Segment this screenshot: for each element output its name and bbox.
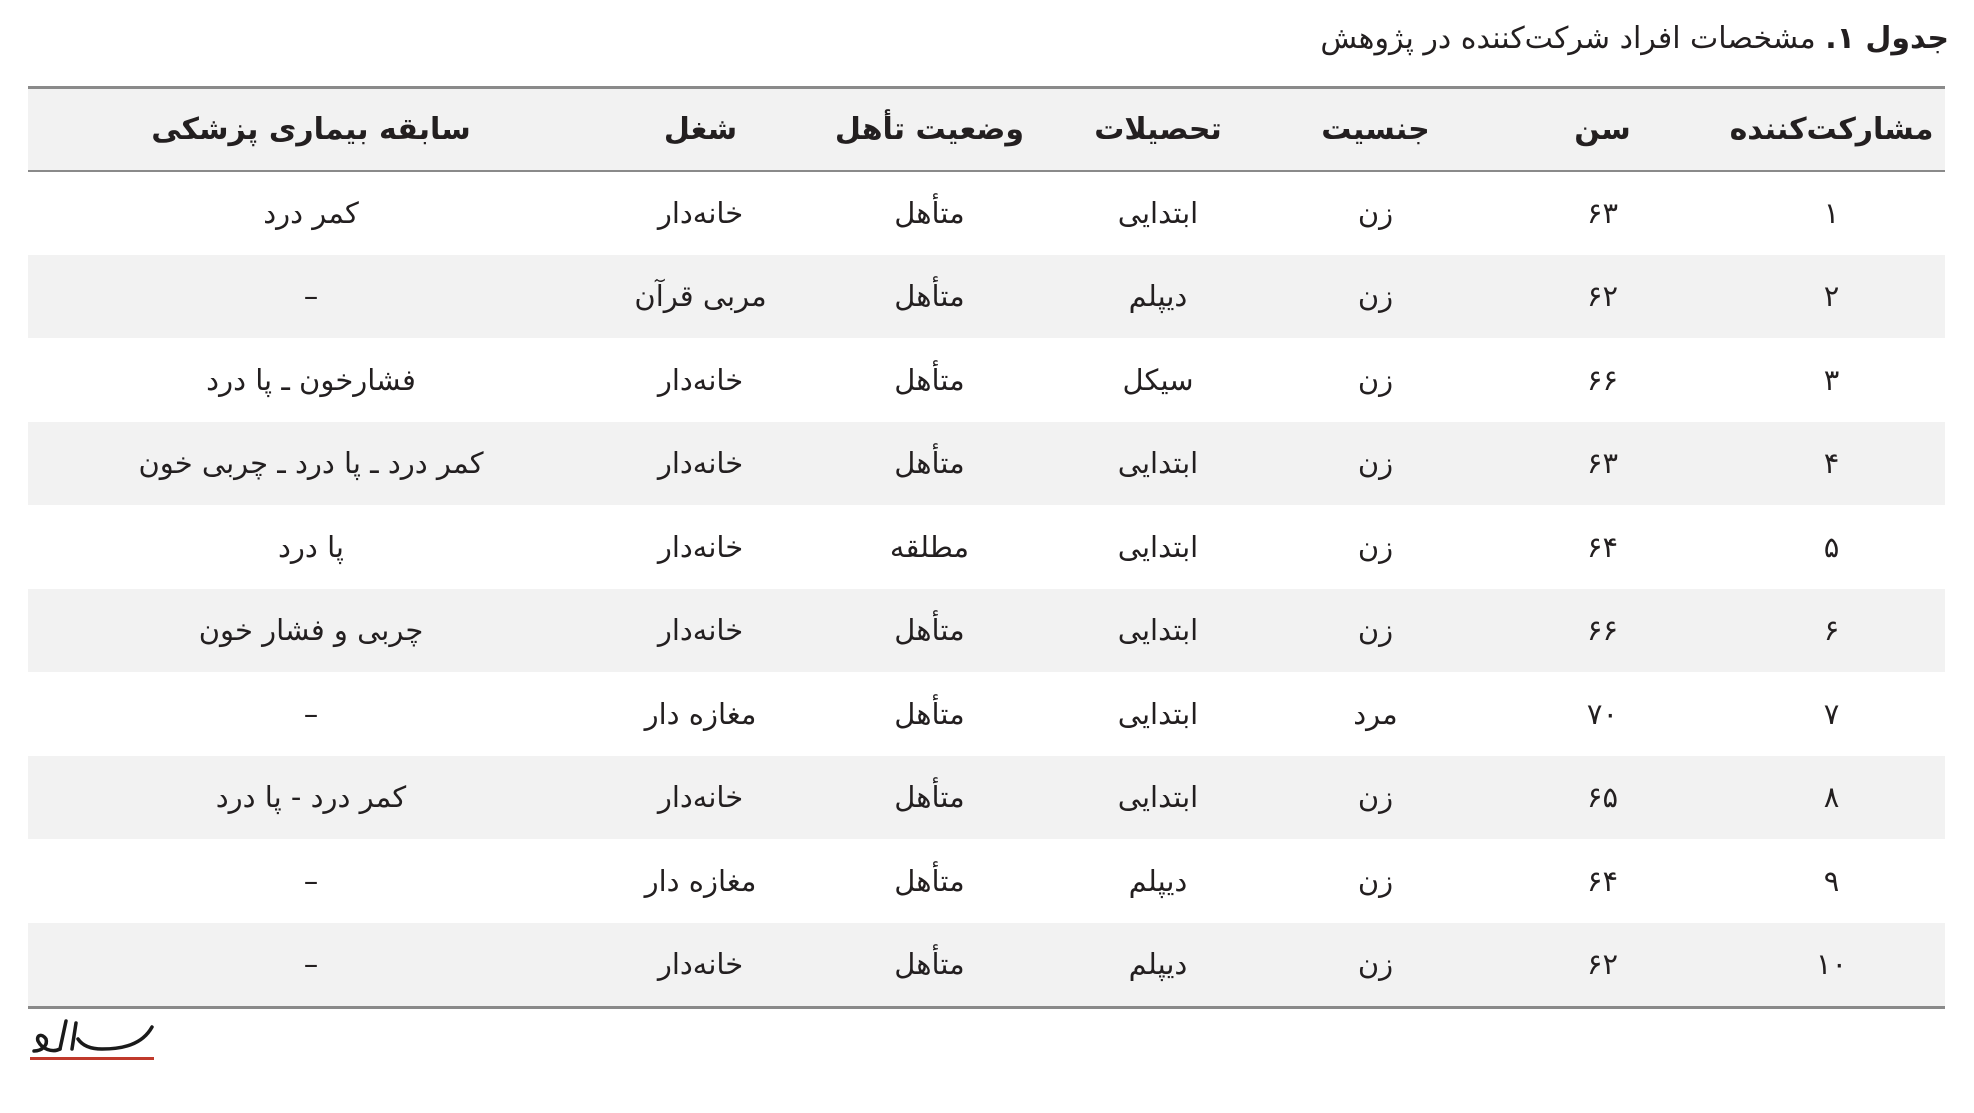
cell-occupation: خانه‌دار	[657, 446, 744, 481]
cell-medical-history: فشارخون ـ پا درد	[206, 362, 416, 397]
caption-text: مشخصات افراد شرکت‌کننده در پژوهش	[1320, 21, 1816, 56]
cell-marital-status: متأهل	[894, 613, 965, 648]
cell-age: ۶۴	[1586, 529, 1619, 564]
cell-participant: ۶	[1823, 613, 1840, 648]
cell-occupation: مغازه دار	[644, 696, 757, 731]
header-age: سن	[1574, 112, 1631, 147]
cell-participant: ۵	[1823, 529, 1840, 564]
cell-marital-status: متأهل	[894, 863, 965, 898]
cell-medical-history: کمر درد	[263, 196, 359, 231]
cell-occupation: خانه‌دار	[657, 529, 744, 564]
cell-gender: زن	[1357, 613, 1394, 648]
cell-age: ۶۵	[1586, 780, 1619, 815]
cell-medical-history: –	[303, 947, 319, 982]
cell-gender: زن	[1357, 863, 1394, 898]
cell-age: ۷۰	[1586, 696, 1619, 731]
header-marital-status: وضعیت تأهل	[834, 112, 1025, 147]
cell-education: سیکل	[1122, 362, 1194, 397]
cell-age: ۶۶	[1586, 362, 1619, 397]
cell-education: ابتدایی	[1117, 613, 1199, 648]
cell-age: ۶۳	[1586, 446, 1619, 481]
cell-gender: زن	[1357, 362, 1394, 397]
cell-age: ۶۶	[1586, 613, 1619, 648]
cell-gender: زن	[1357, 196, 1394, 231]
cell-gender: زن	[1357, 446, 1394, 481]
cell-participant: ۳	[1823, 362, 1840, 397]
cell-gender: زن	[1357, 529, 1394, 564]
cell-occupation: خانه‌دار	[657, 780, 744, 815]
table-row	[28, 589, 1945, 673]
table-header-row	[28, 89, 1945, 171]
cell-medical-history: چربی و فشار خون	[198, 613, 424, 648]
cell-participant: ۹	[1823, 863, 1840, 898]
cell-education: دیپلم	[1128, 947, 1188, 982]
cell-age: ۶۳	[1586, 196, 1619, 231]
cell-education: ابتدایی	[1117, 446, 1199, 481]
header-participant: مشارکت‌کننده	[1729, 112, 1934, 147]
cell-education: ابتدایی	[1117, 196, 1199, 231]
cell-age: ۶۲	[1586, 279, 1619, 314]
cell-occupation: خانه‌دار	[657, 196, 744, 231]
cell-education: ابتدایی	[1117, 696, 1199, 731]
cell-gender: زن	[1357, 279, 1394, 314]
header-occupation: شغل	[663, 112, 738, 147]
cell-medical-history: کمر درد - پا درد	[215, 780, 407, 815]
cell-medical-history: –	[303, 279, 319, 314]
cell-occupation: مغازه دار	[644, 863, 757, 898]
cell-participant: ۱	[1823, 196, 1840, 231]
cell-age: ۶۴	[1586, 863, 1619, 898]
header-medical-history: سابقه بیماری پزشکی	[151, 112, 471, 147]
cell-participant: ۲	[1823, 279, 1840, 314]
cell-marital-status: متأهل	[894, 362, 965, 397]
cell-marital-status: متأهل	[894, 279, 965, 314]
cell-medical-history: پا درد	[278, 529, 344, 564]
table-row	[28, 171, 1945, 255]
cell-participant: ۱۰	[1815, 947, 1848, 982]
table-caption	[1320, 14, 1949, 64]
table-row	[28, 923, 1945, 1007]
cell-occupation: خانه‌دار	[657, 947, 744, 982]
cell-marital-status: مطلقه	[889, 529, 970, 564]
cell-age: ۶۲	[1586, 947, 1619, 982]
cell-occupation: خانه‌دار	[657, 362, 744, 397]
cell-gender: زن	[1357, 780, 1394, 815]
table-row	[28, 756, 1945, 840]
cell-education: دیپلم	[1128, 279, 1188, 314]
cell-marital-status: متأهل	[894, 696, 965, 731]
salmand-logo	[30, 1015, 158, 1065]
table-row	[28, 338, 1945, 422]
cell-education: ابتدایی	[1117, 780, 1199, 815]
cell-participant: ۷	[1823, 696, 1840, 731]
table-row	[28, 505, 1945, 589]
table-row	[28, 255, 1945, 339]
cell-medical-history: کمر درد ـ پا درد ـ چربی خون	[138, 446, 484, 481]
table-row	[28, 422, 1945, 506]
header-education: تحصیلات	[1094, 112, 1222, 147]
cell-marital-status: متأهل	[894, 196, 965, 231]
cell-marital-status: متأهل	[894, 780, 965, 815]
cell-education: ابتدایی	[1117, 529, 1199, 564]
cell-occupation: خانه‌دار	[657, 613, 744, 648]
cell-marital-status: متأهل	[894, 947, 965, 982]
cell-participant: ۸	[1823, 780, 1840, 815]
cell-gender: مرد	[1353, 696, 1398, 731]
cell-education: دیپلم	[1128, 863, 1188, 898]
participants-table-wrap	[28, 86, 1945, 1009]
cell-marital-status: متأهل	[894, 446, 965, 481]
cell-gender: زن	[1357, 947, 1394, 982]
header-gender: جنسیت	[1321, 112, 1430, 147]
cell-medical-history: –	[303, 863, 319, 898]
cell-medical-history: –	[303, 696, 319, 731]
table-row	[28, 672, 1945, 756]
participants-table	[28, 89, 1945, 1006]
table-row	[28, 839, 1945, 923]
cell-participant: ۴	[1823, 446, 1840, 481]
cell-occupation: مربی قرآن	[634, 279, 767, 314]
caption-label: جدول ۱.	[1825, 21, 1949, 56]
